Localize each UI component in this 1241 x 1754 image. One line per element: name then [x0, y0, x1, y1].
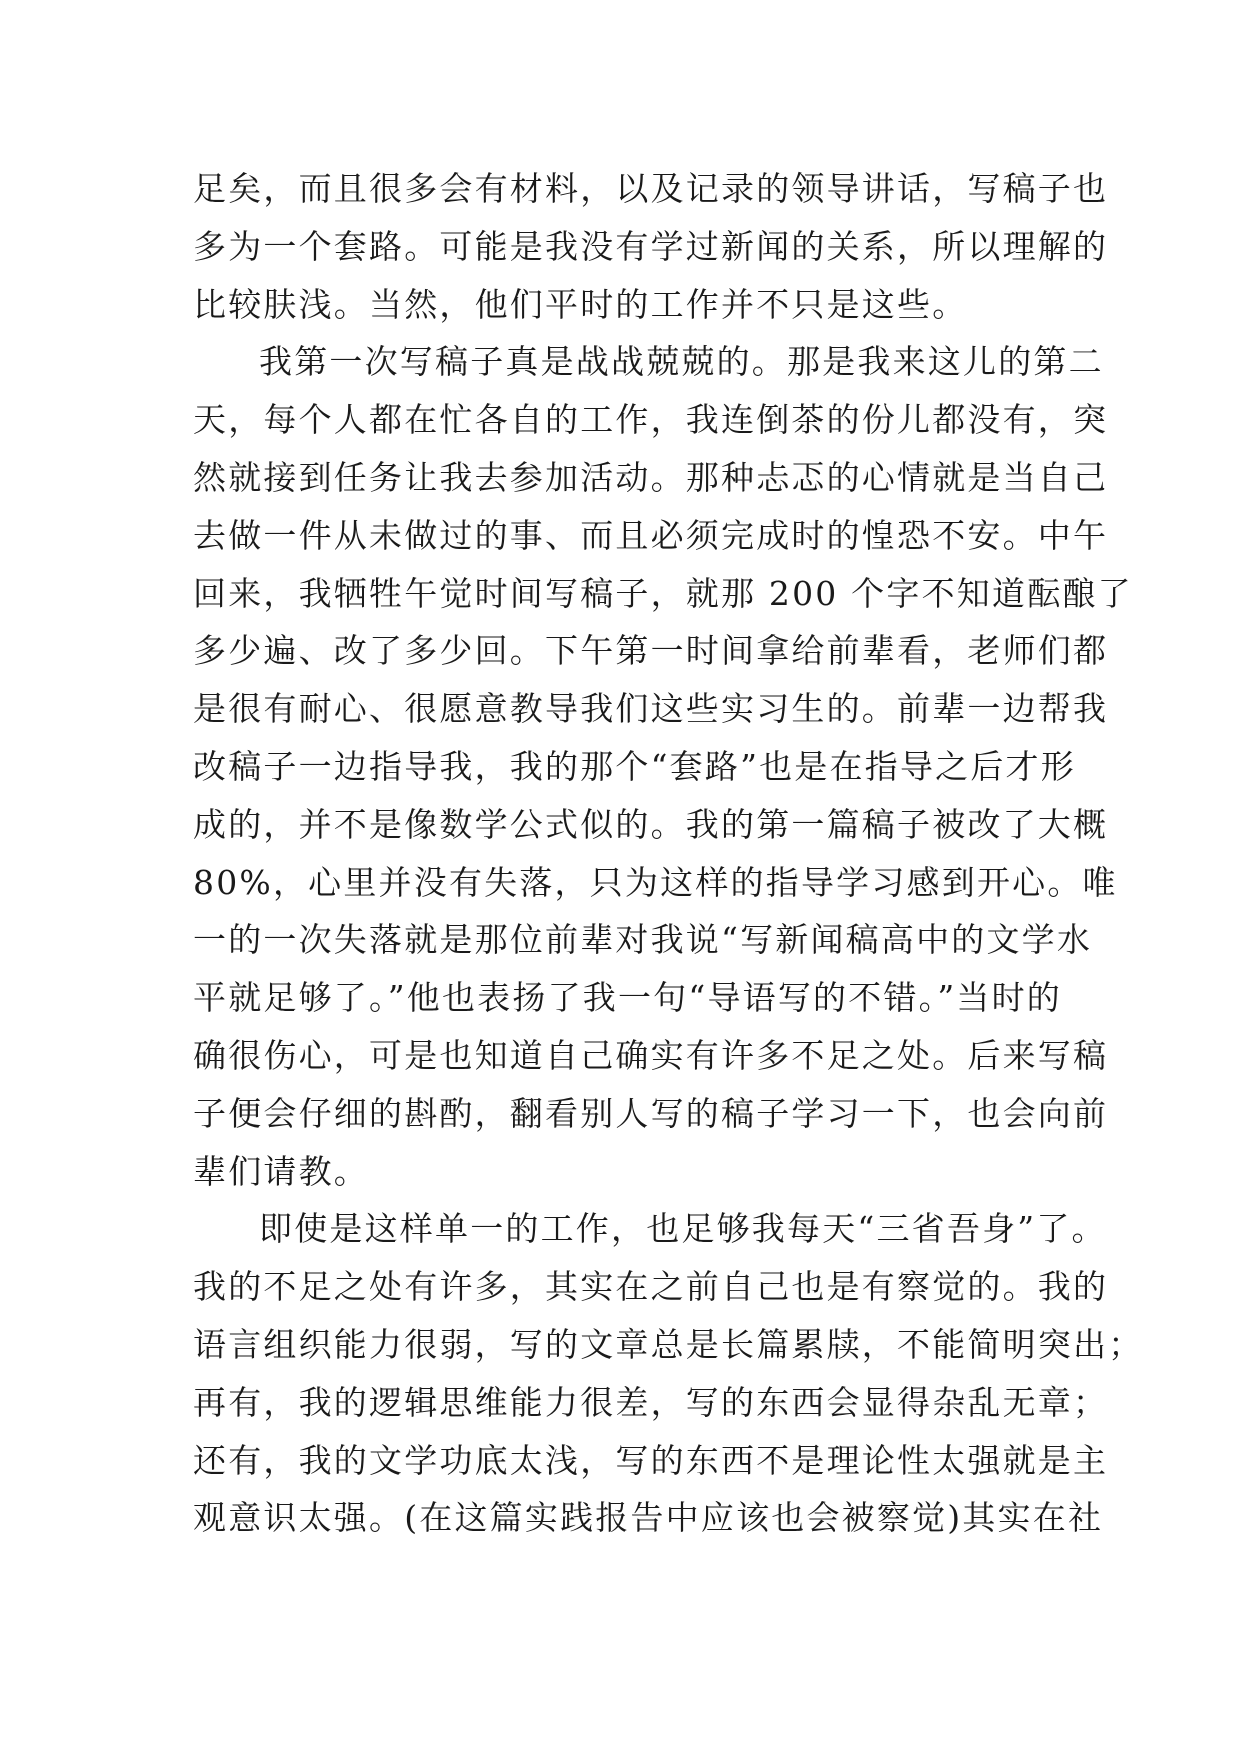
text-line: 改稿子一边指导我，我的那个“套路”也是在指导之后才形: [193, 746, 1076, 786]
body-text: [193, 160, 1144, 1547]
text-line: 足矣，而且很多会有材料，以及记录的领导讲话，写稿子也: [193, 169, 1109, 208]
text-line: 我的不足之处有许多，其实在之前自己也是有察觉的。我的: [193, 1267, 1109, 1307]
text-line: 再有，我的逻辑思维能力很差，写的东西会显得杂乱无章；: [193, 1382, 1109, 1422]
text-line: 是很有耐心、很愿意教导我们这些实习生的。前辈一边帮我: [193, 689, 1109, 729]
text-line: 多少遍、改了多少回。下午第一时间拿给前辈看，老师们都: [193, 631, 1109, 671]
text-line: 多为一个套路。可能是我没有学过新闻的关系，所以理解的: [193, 226, 1109, 266]
paragraph-start-line: 我第一次写稿子真是战战兢兢的。那是我来这儿的第二: [259, 342, 1104, 382]
text-line: 回来，我牺牲午觉时间写稿子，就那 200 个字不知道酝酿了: [193, 573, 1133, 613]
text-line: 确很伤心，可是也知道自己确实有许多不足之处。后来写稿: [193, 1035, 1109, 1075]
text-line: 子便会仔细的斟酌，翻看别人写的稿子学习一下，也会向前: [193, 1093, 1109, 1133]
text-line: 语言组织能力很弱，写的文章总是长篇累牍，不能简明突出；: [193, 1324, 1144, 1364]
paragraph-start-line: 即使是这样单一的工作，也足够我每天“三省吾身”了。: [259, 1209, 1107, 1249]
text-line: 辈们请教。: [193, 1151, 369, 1191]
text-line: 成的，并不是像数学公式似的。我的第一篇稿子被改了大概: [193, 804, 1109, 844]
text-line: 然就接到任务让我去参加活动。那种忐忑的心情就是当自己: [193, 457, 1109, 497]
text-line: 还有，我的文学功底太浅，写的东西不是理论性太强就是主: [193, 1440, 1109, 1480]
text-line: 80%，心里并没有失落，只为这样的指导学习感到开心。唯: [193, 862, 1118, 902]
text-line: 去做一件从未做过的事、而且必须完成时的惶恐不安。中午: [193, 515, 1109, 555]
text-line: 平就足够了。”他也表扬了我一句“导语写的不错。”当时的: [193, 978, 1063, 1018]
text-line: 一的一次失落就是那位前辈对我说“写新闻稿高中的文学水: [193, 920, 1093, 960]
text-line: 观意识太强。(在这篇实践报告中应该也会被察觉)其实在社: [193, 1498, 1104, 1538]
text-line: 天，每个人都在忙各自的工作，我连倒茶的份儿都没有，突: [193, 400, 1109, 440]
text-line: 比较肤浅。当然，他们平时的工作并不只是这些。: [193, 284, 968, 324]
